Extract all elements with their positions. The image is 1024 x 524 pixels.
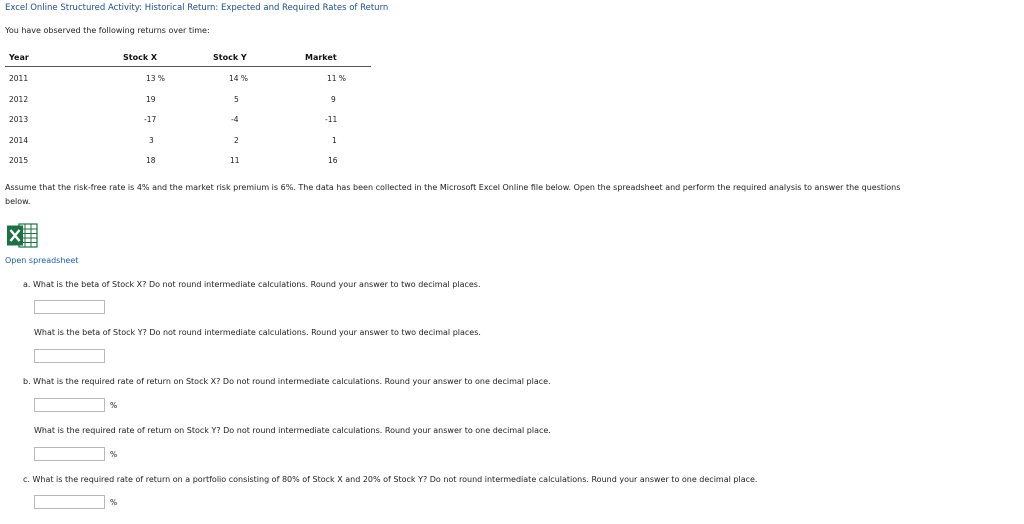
beta-stock-x-input[interactable] bbox=[34, 300, 105, 314]
question-required-return-y: What is the required rate of return on Stock Y? Do not round intermediate calculations. Round your answer to one decimal place. bbox=[34, 426, 551, 435]
stock-x-cell: 3 bbox=[149, 136, 154, 145]
market-cell: 11 % bbox=[327, 74, 347, 83]
portfolio-required-return-input[interactable] bbox=[34, 495, 105, 509]
beta-stock-y-input[interactable] bbox=[34, 349, 105, 363]
stock-x-cell: 13 % bbox=[146, 74, 166, 83]
column-header-year: Year bbox=[9, 53, 29, 62]
question-beta-y: What is the beta of Stock Y? Do not round intermediate calculations. Round your answer to two decimal places. bbox=[34, 328, 481, 337]
stock-y-cell: 14 % bbox=[229, 74, 249, 83]
year-cell: 2011 bbox=[9, 74, 29, 83]
page-title: Excel Online Structured Activity: Historical Return: Expected and Required Rates of Return bbox=[5, 3, 389, 13]
percent-unit-label: % bbox=[110, 450, 118, 459]
percent-unit-label: % bbox=[110, 401, 118, 410]
intro-text: You have observed the following returns over time: bbox=[5, 26, 210, 35]
percent-unit-label: % bbox=[110, 498, 118, 507]
year-cell: 2012 bbox=[9, 95, 29, 104]
question-c-portfolio-required-return: c. What is the required rate of return on a portfolio consisting of 80% of Stock X and 20% of Stock Y? Do not round intermediate calculations. Round your answer to one decimal place. bbox=[23, 475, 758, 484]
table-header-divider bbox=[5, 66, 371, 67]
stock-y-cell: 5 bbox=[234, 95, 239, 104]
stock-x-cell: -17 bbox=[144, 115, 157, 124]
year-cell: 2014 bbox=[9, 136, 29, 145]
stock-y-cell: 2 bbox=[234, 136, 239, 145]
stock-x-cell: 19 bbox=[146, 95, 156, 104]
market-cell: 9 bbox=[331, 95, 336, 104]
market-cell: 1 bbox=[332, 136, 337, 145]
assumption-text-line-1: Assume that the risk-free rate is 4% and the market risk premium is 6%. The data has been collected in the Microsoft Excel Online file below. Open the spreadsheet and perform the required analysis to answer the questions bbox=[5, 183, 901, 192]
year-cell: 2015 bbox=[9, 156, 29, 165]
column-header-market: Market bbox=[305, 53, 337, 62]
market-cell: 16 bbox=[328, 156, 338, 165]
column-header-stock-x: Stock X bbox=[123, 53, 158, 62]
question-a-beta-x: a. What is the beta of Stock X? Do not round intermediate calculations. Round your answer to two decimal places. bbox=[23, 280, 481, 289]
stock-y-cell: 11 bbox=[230, 156, 240, 165]
open-spreadsheet-link[interactable]: Open spreadsheet bbox=[5, 256, 79, 265]
excel-icon[interactable] bbox=[6, 223, 38, 248]
required-return-y-input[interactable] bbox=[34, 447, 105, 461]
stock-y-cell: -4 bbox=[231, 115, 239, 124]
column-header-stock-y: Stock Y bbox=[213, 53, 247, 62]
assumption-text-line-2: below. bbox=[5, 197, 31, 206]
question-b-required-return-x: b. What is the required rate of return on Stock X? Do not round intermediate calculations. Round your answer to one decimal place. bbox=[23, 377, 551, 386]
year-cell: 2013 bbox=[9, 115, 29, 124]
stock-x-cell: 18 bbox=[146, 156, 156, 165]
market-cell: -11 bbox=[325, 115, 338, 124]
required-return-x-input[interactable] bbox=[34, 398, 105, 412]
